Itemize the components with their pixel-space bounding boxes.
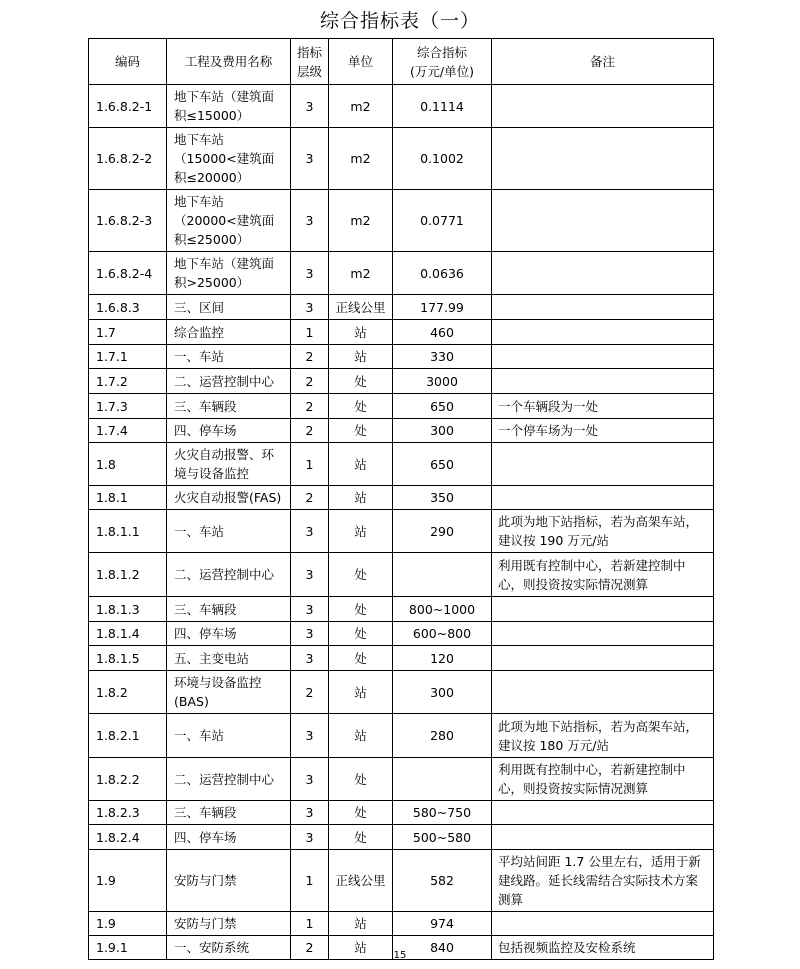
row-name: 二、运营控制中心	[167, 369, 291, 394]
table-row	[89, 622, 714, 646]
row-unit: m2	[329, 128, 393, 190]
row-code: 1.8.1.1	[89, 510, 167, 553]
row-unit: 处	[329, 553, 393, 597]
row-name: 安防与门禁	[167, 912, 291, 936]
row-value: 120	[393, 646, 492, 671]
page-title: 综合指标表（一）	[319, 10, 480, 32]
row-level: 2	[291, 419, 329, 443]
row-level: 3	[291, 510, 329, 553]
row-value: 800~1000	[393, 597, 492, 622]
row-unit: 处	[329, 597, 393, 622]
header-level-line2: 层级	[296, 63, 322, 79]
row-note	[492, 345, 714, 369]
table-header-row	[89, 39, 714, 85]
table-row	[89, 646, 714, 671]
row-unit: 正线公里	[329, 850, 393, 912]
row-note	[492, 801, 714, 825]
row-name: 二、运营控制中心	[167, 553, 291, 597]
row-value: 177.99	[393, 295, 492, 320]
row-level: 2	[291, 936, 329, 960]
row-note	[492, 252, 714, 295]
row-name: 四、停车场	[167, 825, 291, 850]
header-value-line2: (万元/单位)	[410, 63, 474, 79]
row-value: 0.1114	[393, 85, 492, 128]
row-value: 300	[393, 419, 492, 443]
row-level: 1	[291, 912, 329, 936]
row-name: 五、主变电站	[167, 646, 291, 671]
row-note	[492, 128, 714, 190]
row-name: 火灾自动报警(FAS)	[167, 486, 291, 510]
table-row	[89, 190, 714, 252]
row-name: 三、车辆段	[167, 394, 291, 419]
row-name: 一、车站	[167, 345, 291, 369]
row-unit: 站	[329, 936, 393, 960]
table-row	[89, 714, 714, 758]
row-code: 1.8.2	[89, 671, 167, 714]
row-level: 3	[291, 646, 329, 671]
row-value: 840	[393, 936, 492, 960]
row-value: 500~580	[393, 825, 492, 850]
row-note	[492, 912, 714, 936]
row-unit: 处	[329, 801, 393, 825]
table-row	[89, 825, 714, 850]
table-row	[89, 553, 714, 597]
row-level: 3	[291, 758, 329, 801]
row-note	[492, 622, 714, 646]
row-code: 1.8	[89, 443, 167, 486]
row-level: 3	[291, 252, 329, 295]
row-name: 地下车站（建筑面积≤15000）	[167, 85, 291, 128]
row-name: 综合监控	[167, 320, 291, 345]
row-note: 包括视频监控及安检系统	[492, 936, 714, 960]
row-level: 3	[291, 714, 329, 758]
row-value: 300	[393, 671, 492, 714]
row-level: 3	[291, 597, 329, 622]
row-code: 1.8.1.3	[89, 597, 167, 622]
row-value: 650	[393, 394, 492, 419]
row-value: 290	[393, 510, 492, 553]
table-row	[89, 850, 714, 912]
row-note	[492, 671, 714, 714]
row-code: 1.9.1	[89, 936, 167, 960]
row-unit: 处	[329, 369, 393, 394]
row-note: 一个车辆段为一处	[492, 394, 714, 419]
row-unit: 处	[329, 394, 393, 419]
row-name: 四、停车场	[167, 419, 291, 443]
row-value: 582	[393, 850, 492, 912]
row-name: 三、区间	[167, 295, 291, 320]
row-level: 2	[291, 671, 329, 714]
header-name: 工程及费用名称	[167, 39, 291, 85]
row-note	[492, 825, 714, 850]
row-value	[393, 758, 492, 801]
row-name: 一、车站	[167, 510, 291, 553]
row-code: 1.8.2.2	[89, 758, 167, 801]
row-unit: 处	[329, 419, 393, 443]
row-name: 地下车站（建筑面积>25000）	[167, 252, 291, 295]
row-value: 974	[393, 912, 492, 936]
row-value: 600~800	[393, 622, 492, 646]
page-number: 15	[393, 950, 407, 961]
table-row	[89, 443, 714, 486]
row-note	[492, 443, 714, 486]
row-name: 二、运营控制中心	[167, 758, 291, 801]
row-unit: 站	[329, 510, 393, 553]
row-level: 3	[291, 128, 329, 190]
row-unit: 站	[329, 486, 393, 510]
row-name: 三、车辆段	[167, 801, 291, 825]
row-code: 1.6.8.2-3	[89, 190, 167, 252]
row-note: 平均站间距 1.7 公里左右，适用于新建线路。延长线需结合实际技术方案测算	[492, 850, 714, 912]
table-row	[89, 486, 714, 510]
row-level: 2	[291, 394, 329, 419]
row-code: 1.7.1	[89, 345, 167, 369]
table-row	[89, 671, 714, 714]
row-note	[492, 597, 714, 622]
row-name: 环境与设备监控(BAS)	[167, 671, 291, 714]
row-unit: m2	[329, 85, 393, 128]
table-row	[89, 345, 714, 369]
row-value	[393, 553, 492, 597]
row-note	[492, 646, 714, 671]
table-row	[89, 369, 714, 394]
row-name: 火灾自动报警、环境与设备监控	[167, 443, 291, 486]
row-name: 安防与门禁	[167, 850, 291, 912]
row-value: 350	[393, 486, 492, 510]
indicator-table	[88, 38, 714, 960]
row-note	[492, 190, 714, 252]
header-value-line1: 综合指标	[416, 44, 467, 60]
row-code: 1.7.2	[89, 369, 167, 394]
row-unit: 站	[329, 714, 393, 758]
row-unit: 站	[329, 912, 393, 936]
row-note	[492, 320, 714, 345]
row-code: 1.6.8.2-4	[89, 252, 167, 295]
row-name: 地下车站（15000<建筑面积≤20000）	[167, 128, 291, 190]
table-row	[89, 320, 714, 345]
row-level: 1	[291, 850, 329, 912]
row-code: 1.8.1.2	[89, 553, 167, 597]
row-level: 3	[291, 553, 329, 597]
row-code: 1.8.1.5	[89, 646, 167, 671]
row-code: 1.8.1.4	[89, 622, 167, 646]
row-name: 三、车辆段	[167, 597, 291, 622]
row-name: 四、停车场	[167, 622, 291, 646]
table-row	[89, 758, 714, 801]
row-code: 1.7.4	[89, 419, 167, 443]
row-note: 此项为地下站指标，若为高架车站，建议按 190 万元/站	[492, 510, 714, 553]
table-row	[89, 252, 714, 295]
row-level: 3	[291, 801, 329, 825]
table-row	[89, 510, 714, 553]
row-name: 一、车站	[167, 714, 291, 758]
row-note	[492, 295, 714, 320]
row-code: 1.9	[89, 912, 167, 936]
table-row	[89, 801, 714, 825]
row-code: 1.8.1	[89, 486, 167, 510]
row-unit: 站	[329, 320, 393, 345]
row-note	[492, 369, 714, 394]
row-level: 3	[291, 190, 329, 252]
row-value: 0.0636	[393, 252, 492, 295]
row-unit: 站	[329, 443, 393, 486]
row-unit: m2	[329, 190, 393, 252]
table-row	[89, 419, 714, 443]
row-unit: 处	[329, 646, 393, 671]
row-value: 650	[393, 443, 492, 486]
row-level: 1	[291, 320, 329, 345]
row-unit: 站	[329, 671, 393, 714]
row-code: 1.7.3	[89, 394, 167, 419]
row-code: 1.9	[89, 850, 167, 912]
row-level: 2	[291, 345, 329, 369]
row-unit: 处	[329, 622, 393, 646]
table-row	[89, 295, 714, 320]
row-code: 1.6.8.2-1	[89, 85, 167, 128]
header-value	[393, 39, 492, 85]
row-value: 0.1002	[393, 128, 492, 190]
table-row	[89, 85, 714, 128]
row-value: 280	[393, 714, 492, 758]
row-unit: 正线公里	[329, 295, 393, 320]
header-level-line1: 指标	[296, 44, 322, 60]
header-note: 备注	[492, 39, 714, 85]
row-note	[492, 85, 714, 128]
row-code: 1.6.8.3	[89, 295, 167, 320]
row-value: 0.0771	[393, 190, 492, 252]
header-code: 编码	[89, 39, 167, 85]
row-value: 3000	[393, 369, 492, 394]
table-row	[89, 394, 714, 419]
row-code: 1.8.2.4	[89, 825, 167, 850]
row-note: 此项为地下站指标，若为高架车站，建议按 180 万元/站	[492, 714, 714, 758]
row-level: 2	[291, 369, 329, 394]
row-code: 1.7	[89, 320, 167, 345]
row-level: 3	[291, 622, 329, 646]
row-level: 3	[291, 825, 329, 850]
row-unit: 处	[329, 825, 393, 850]
row-value: 330	[393, 345, 492, 369]
table-row	[89, 597, 714, 622]
header-level	[291, 39, 329, 85]
row-level: 1	[291, 443, 329, 486]
row-name: 一、安防系统	[167, 936, 291, 960]
row-note: 利用既有控制中心，若新建控制中心，则投资按实际情况测算	[492, 758, 714, 801]
row-code: 1.8.2.3	[89, 801, 167, 825]
row-note: 一个停车场为一处	[492, 419, 714, 443]
row-level: 2	[291, 486, 329, 510]
table-row	[89, 912, 714, 936]
header-unit: 单位	[329, 39, 393, 85]
row-name: 地下车站（20000<建筑面积≤25000）	[167, 190, 291, 252]
row-unit: m2	[329, 252, 393, 295]
row-unit: 站	[329, 345, 393, 369]
row-note	[492, 486, 714, 510]
row-value: 460	[393, 320, 492, 345]
row-level: 3	[291, 85, 329, 128]
row-value: 580~750	[393, 801, 492, 825]
table-row	[89, 128, 714, 190]
row-unit: 处	[329, 758, 393, 801]
row-code: 1.6.8.2-2	[89, 128, 167, 190]
row-note: 利用既有控制中心，若新建控制中心，则投资按实际情况测算	[492, 553, 714, 597]
row-code: 1.8.2.1	[89, 714, 167, 758]
row-level: 3	[291, 295, 329, 320]
